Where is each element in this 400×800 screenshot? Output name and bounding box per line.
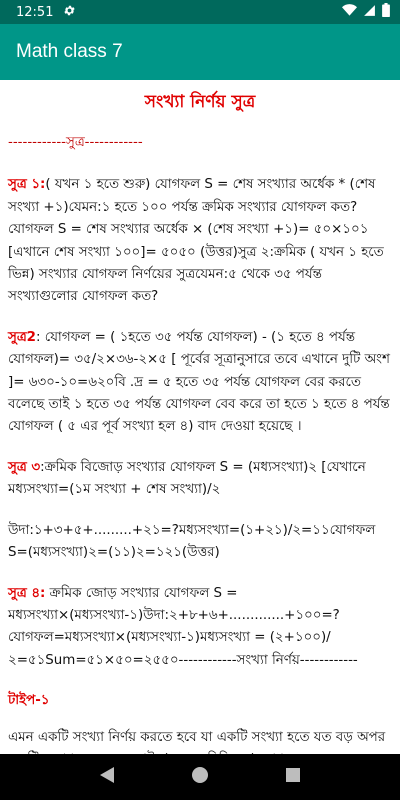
content-scroll-area[interactable] (0, 80, 400, 754)
paragraph-example-3 (8, 520, 392, 565)
battery-icon (382, 3, 390, 21)
page-title: সংখ্যা নির্ণয় সুত্র (144, 92, 256, 112)
status-time: 12:51 (16, 4, 54, 20)
paragraph-text: ( যখন ১ হতে শুরু) যোগফল S = শেষ সংখ্যার অর্ধেক * (শেষ সংখ্যা +১)যেমন:১ হতে ১০০ পর্যন্ত ক্রমিক সংখ্যার যোগফল কত?যোগফল S = শেষ সংখ্যার অর্ধেক × (শেষ সংখ্যা +১)= ৫০×১০১ [এখানে শেষ সংখ্যা ১০০]= ৫০৫০ (উত্তর)সুত্র ২:ক্রমিক ( যখন ১ হতে ভিন্ন) সংখ্যার যোগফল নির্ণয়ের সুত্রযেমন:৫ থেকে ৩৫ পর্যন্ত সংখ্যাগুলোর যোগফল কত? (8, 177, 384, 305)
paragraph-formula-2 (8, 327, 392, 439)
settings-icon (63, 4, 76, 21)
back-icon (99, 766, 115, 788)
paragraph-formula-4 (8, 583, 392, 673)
home-icon (191, 766, 209, 788)
back-button[interactable] (87, 757, 127, 797)
status-bar (0, 0, 400, 24)
formula-heading: ------------সুত্র------------ (8, 135, 143, 150)
signal-icon (363, 4, 376, 21)
paragraph-text: ক্রমিক জোড় সংখ্যার যোগফল S = মধ্যসংখ্যা×(মধ্যসংখ্যা-১)উদা:২+৮+৬+.............+১০০=? যোগফল=মধ্যসংখ্যা×(মধ্যসংখ্যা-১)মধ্যসংখ্যা = (২+১০০)/২=৫১Sum=৫১×৫০=২৫৫০------------সংখ্যা নির্ণয়------------ (8, 585, 358, 668)
paragraph-label: সুত্র ১: (8, 177, 46, 193)
home-button[interactable] (180, 757, 220, 797)
navigation-bar (0, 754, 400, 800)
paragraph-label: সুত্র ৪: (8, 585, 46, 601)
recents-button[interactable] (273, 757, 313, 797)
wifi-icon (342, 4, 357, 20)
paragraph-formula-1 (8, 174, 392, 308)
paragraph-label: সুত্র ৩ (8, 459, 41, 475)
app-bar (0, 24, 400, 80)
recents-icon (285, 767, 301, 787)
paragraph-text: উদা:১+৩+৫+.........+২১=?মধ্যসংখ্যা=(১+২১)/২=১১যোগফল S=(মধ্যসংখ্যা)২=(১১)২=১২১(উত্তর) (8, 522, 376, 561)
type-heading: টাইপ-১ (8, 693, 50, 709)
paragraph-text: :ক্রমিক বিজোড় সংখ্যার যোগফল S = (মধ্যসংখ্যা)২ [যেখানে মধ্যসংখ্যা=(১ম সংখ্যা + শেষ সংখ্যা)/২ (8, 459, 366, 498)
app-title: Math class 7 (16, 41, 123, 62)
paragraph-text: : যোগফল = ( ১হতে ৩৫ পর্যন্ত যোগফল) - (১ হতে ৪ পর্যন্ত যোগফল)= ৩৫/২×৩৬-২×৫ [ পূর্বের সূত্রানুসারে তবে এখানে দুটি অংশ ]= ৬৩০-১০=৬২০বি .দ্র = ৫ হতে ৩৫ পর্যন্ত যোগফল বের করতে বলেছে তাই ১ হতে ৩৫ পর্যন্ত যোগফল বেব করে তা হতে ১ হতে ৪ পর্যন্ত যোগফল ( ৫ এর পূর্ব সংখ্যা হল ৪) বাদ দেওয়া হয়েছে । (8, 329, 390, 435)
paragraph-formula-3 (8, 457, 392, 502)
paragraph-label: সুত্র2 (8, 329, 37, 345)
paragraph-type-1: এমন একটি সংখ্যা নির্ণয় করতে হবে যা একটি সংখ্যা হতে যত বড় অপর (8, 729, 386, 745)
